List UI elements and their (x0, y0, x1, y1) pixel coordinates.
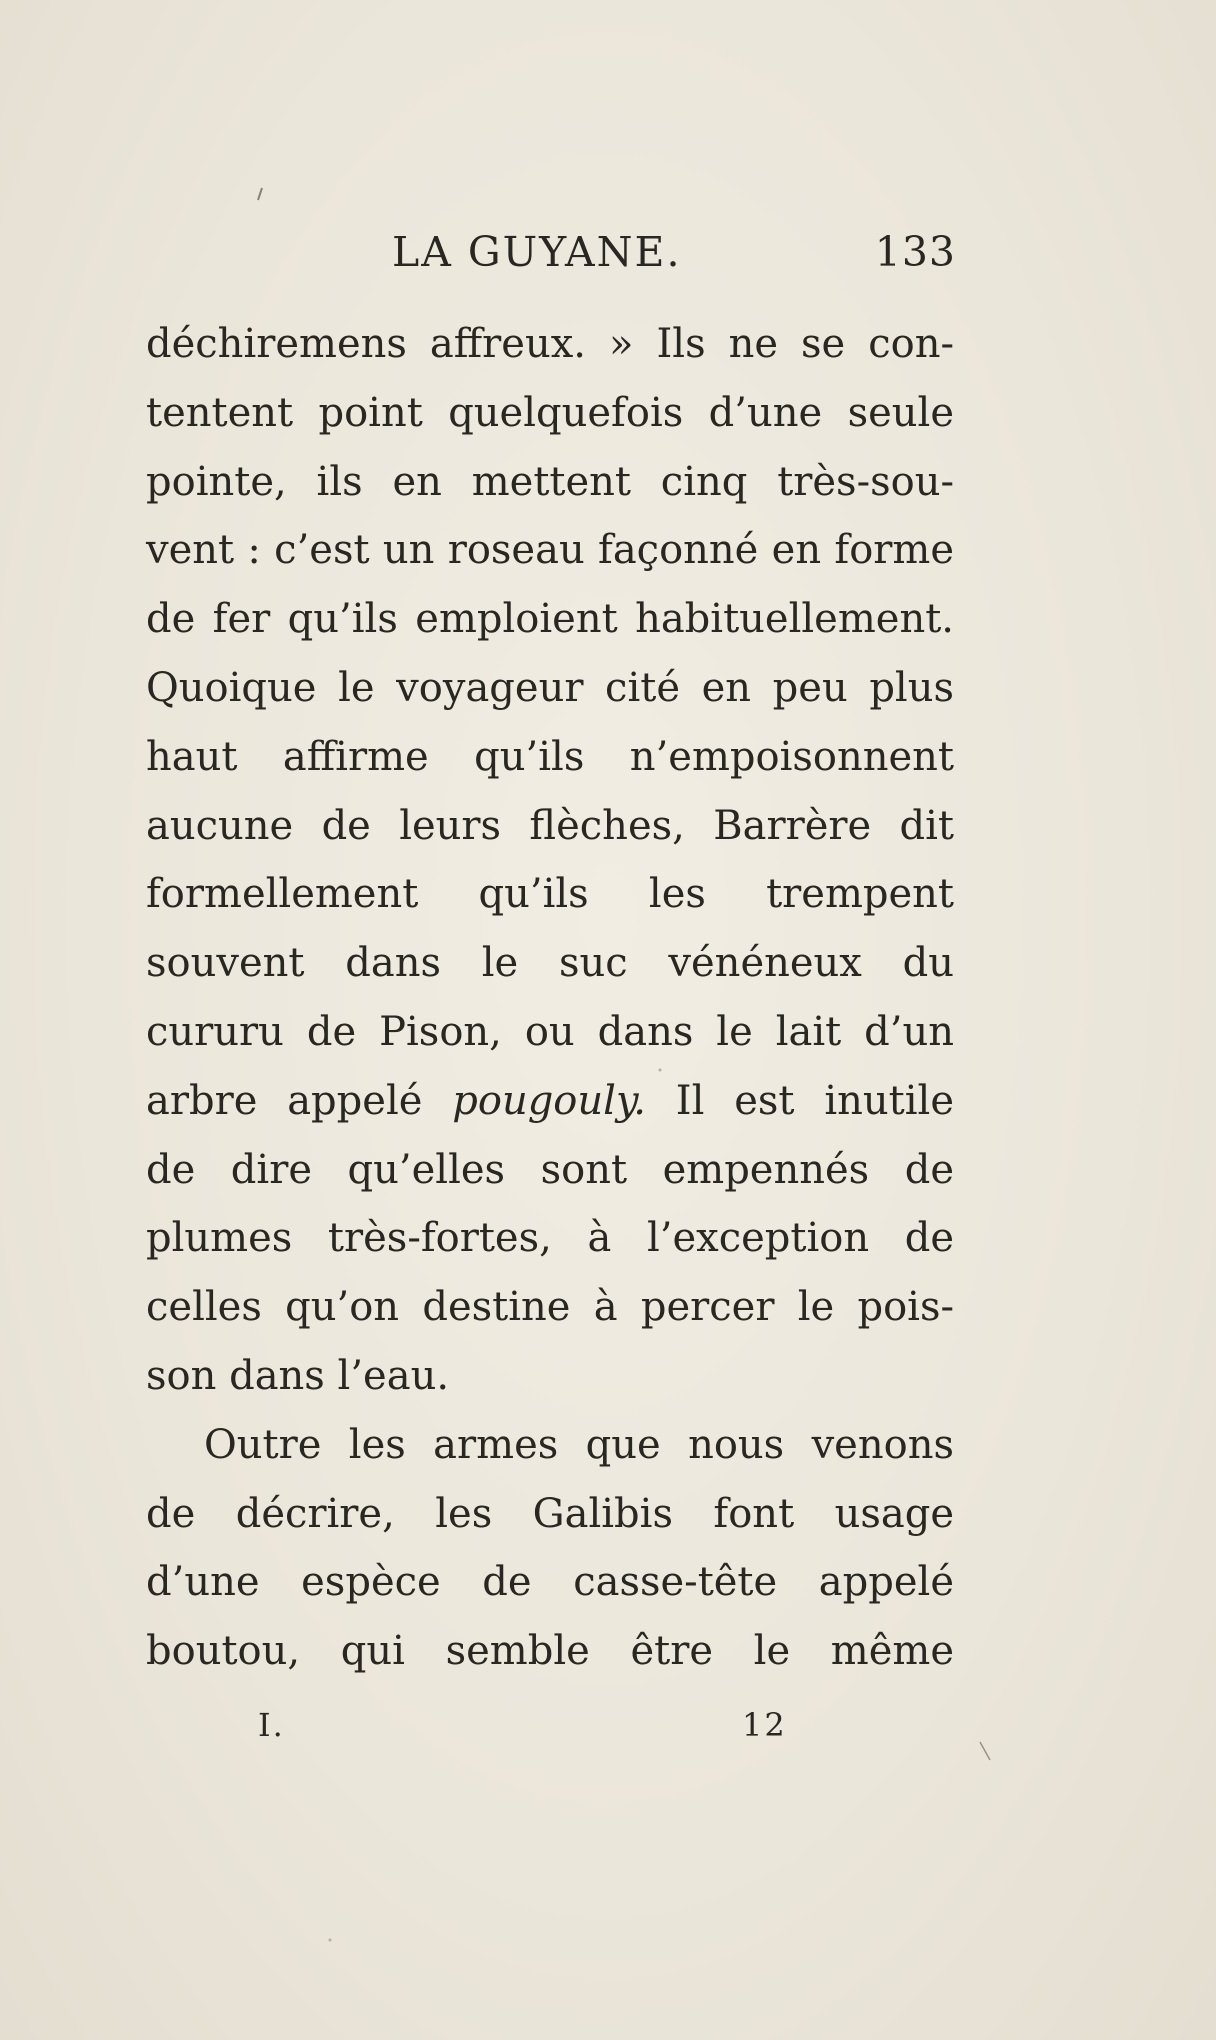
paragraph-first-line: Outre les armes que nous venons (204, 1421, 954, 1468)
running-header (392, 228, 956, 288)
text-line: cururu de Pison, ou dans le lait d’un (146, 1008, 954, 1055)
volume-mark: I. (258, 1706, 285, 1744)
text-line-with-italic (146, 1067, 954, 1136)
text-line: plumes très-fortes, à l’exception de (146, 1215, 954, 1262)
text-segment: Il est inutile (675, 1077, 954, 1124)
text-line: celles qu’on destine à percer le pois- (146, 1284, 954, 1331)
text-line: déchiremens affreux. » Ils ne se con- (146, 321, 954, 367)
text-line: aucune de leurs flèches, Barrère dit (146, 802, 954, 849)
text-line: d’une espèce de casse-tête appelé (146, 1559, 954, 1606)
page-number: 133 (874, 228, 956, 276)
text-line: haut affirme qu’ils n’empoisonnent (146, 733, 954, 780)
text-line: vent : c’est un roseau façonné en forme (146, 527, 954, 574)
body-text (146, 310, 954, 1686)
paper-mark (258, 188, 262, 200)
text-line: souvent dans le suc vénéneux du (146, 940, 954, 987)
gathering-signature: 12 (742, 1706, 787, 1744)
text-line: formellement qu’ils les trempent (146, 871, 954, 918)
text-line: de fer qu’ils emploient habituellement. (146, 596, 954, 643)
text-line: de décrire, les Galibis font usage (146, 1490, 954, 1537)
text-line: de dire qu’elles sont empennés de (146, 1146, 954, 1193)
text-line: boutou, qui semble être le même (146, 1628, 954, 1675)
text-line: tentent point quelquefois d’une seule (146, 389, 954, 436)
text-line: son dans l’eau. (146, 1352, 450, 1399)
running-title: LA GUYANE. (392, 228, 682, 276)
signature-line (0, 1706, 1216, 1756)
text-segment: arbre appelé (146, 1077, 423, 1124)
paper-speck (329, 1939, 332, 1942)
text-line: Quoique le voyageur cité en peu plus (146, 664, 954, 711)
italic-term: pougouly. (452, 1077, 646, 1124)
text-line: pointe, ils en mettent cinq très-sou- (146, 458, 954, 505)
